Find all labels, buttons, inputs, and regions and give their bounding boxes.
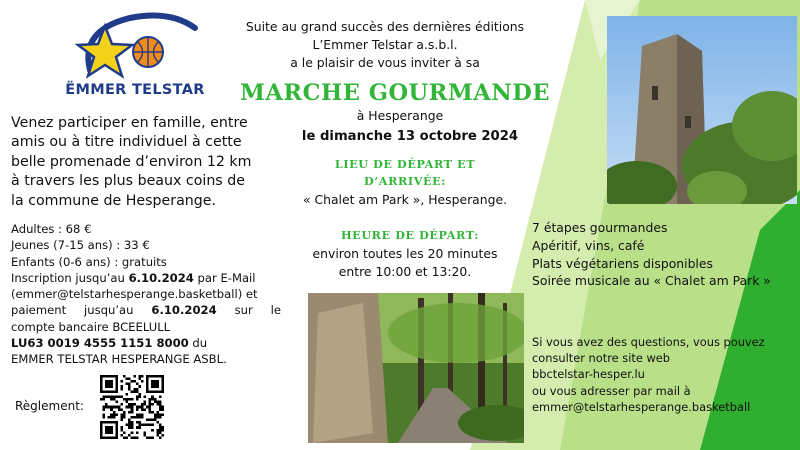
account-holder: EMMER TELSTAR HESPERANGE ASBL. bbox=[11, 352, 227, 367]
price-enfants: Enfants (0-6 ans) : gratuits bbox=[11, 254, 167, 269]
questions-line: Si vous avez des questions, vous pouvez bbox=[532, 335, 765, 349]
inscription-suffix: par E-Mail bbox=[193, 270, 256, 285]
paiement-word: le bbox=[270, 303, 281, 318]
intro-line: Venez participer en famille, entre bbox=[11, 115, 248, 131]
lieu-heading-line: D’ARRIVÉE: bbox=[364, 174, 446, 188]
questions-block bbox=[532, 334, 765, 415]
event-title: MARCHE GOURMANDE bbox=[240, 80, 550, 106]
event-location: à Hesperange bbox=[356, 108, 444, 123]
inscription-date: 6.10.2024 bbox=[128, 270, 194, 285]
questions-line: ou vous adresser par mail à bbox=[532, 383, 691, 398]
star-basketball-icon bbox=[60, 10, 210, 82]
etape-item: 7 étapes gourmandes bbox=[532, 220, 668, 235]
lieu-heading-line: LIEU DE DÉPART ET bbox=[334, 157, 476, 171]
prices-block bbox=[11, 221, 281, 368]
forest-path-photo bbox=[308, 293, 524, 443]
heure-line: entre 10:00 et 13:20. bbox=[338, 264, 472, 279]
intro-line: amis ou à titre individuel à cette bbox=[11, 134, 242, 151]
heure-line: environ toutes les 20 minutes bbox=[312, 246, 498, 261]
etapes-list bbox=[532, 219, 771, 290]
paiement-word: jusqu’au bbox=[84, 303, 134, 318]
invitation-text bbox=[240, 18, 530, 72]
lieu-value: « Chalet am Park », Hesperange. bbox=[302, 192, 508, 207]
intro-line: belle promenade d’environ 12 km bbox=[11, 153, 252, 170]
heure-heading: HEURE DE DÉPART: bbox=[341, 228, 479, 242]
etape-item: Soirée musicale au « Chalet am Park » bbox=[532, 273, 771, 289]
etape-item: Apéritif, vins, café bbox=[532, 237, 645, 253]
invitation-line: Suite au grand succès des dernières éditions bbox=[245, 19, 525, 34]
price-jeunes: Jeunes (7-15 ans) : 33 € bbox=[11, 238, 150, 253]
email-line: (emmer@telstarhesperange.basketball) et bbox=[11, 287, 258, 302]
etape-item: Plats végétariens disponibles bbox=[532, 255, 713, 271]
inscription-line bbox=[11, 270, 281, 286]
logo-text: ËMMER TELSTAR bbox=[65, 82, 205, 98]
iban-line bbox=[11, 335, 281, 351]
email-link[interactable]: emmer@telstarhesperange.basketball bbox=[532, 399, 751, 414]
emmer-telstar-logo bbox=[60, 10, 210, 105]
website-link[interactable]: bbctelstar-hesper.lu bbox=[532, 367, 645, 382]
intro-line: la commune de Hesperange. bbox=[11, 192, 217, 209]
lieu-heading bbox=[290, 156, 520, 190]
paiement-word: sur bbox=[234, 303, 253, 318]
intro-line: à travers les plus beaux coins de bbox=[11, 173, 245, 190]
iban-suffix: du bbox=[188, 336, 208, 351]
qr-code[interactable] bbox=[100, 375, 164, 439]
compte-line: compte bancaire BCEELULL bbox=[11, 319, 171, 334]
intro-text bbox=[11, 114, 301, 211]
heure-value bbox=[280, 245, 530, 281]
tower-photo bbox=[607, 16, 797, 204]
paiement-line bbox=[11, 302, 281, 318]
invitation-line: L’Emmer Telstar a.s.b.l. bbox=[312, 37, 458, 52]
iban: LU63 0019 4555 1151 8000 bbox=[11, 336, 189, 351]
reglement-label: Règlement: bbox=[15, 399, 84, 413]
questions-line: consulter notre site web bbox=[532, 351, 671, 366]
paiement-word: paiement bbox=[11, 303, 67, 318]
paiement-date: 6.10.2024 bbox=[151, 303, 217, 318]
price-adultes: Adultes : 68 € bbox=[11, 222, 92, 236]
event-date: le dimanche 13 octobre 2024 bbox=[301, 129, 519, 144]
inscription-text: Inscription jusqu’au bbox=[11, 270, 129, 285]
invitation-line: a le plaisir de vous inviter à sa bbox=[290, 55, 480, 70]
